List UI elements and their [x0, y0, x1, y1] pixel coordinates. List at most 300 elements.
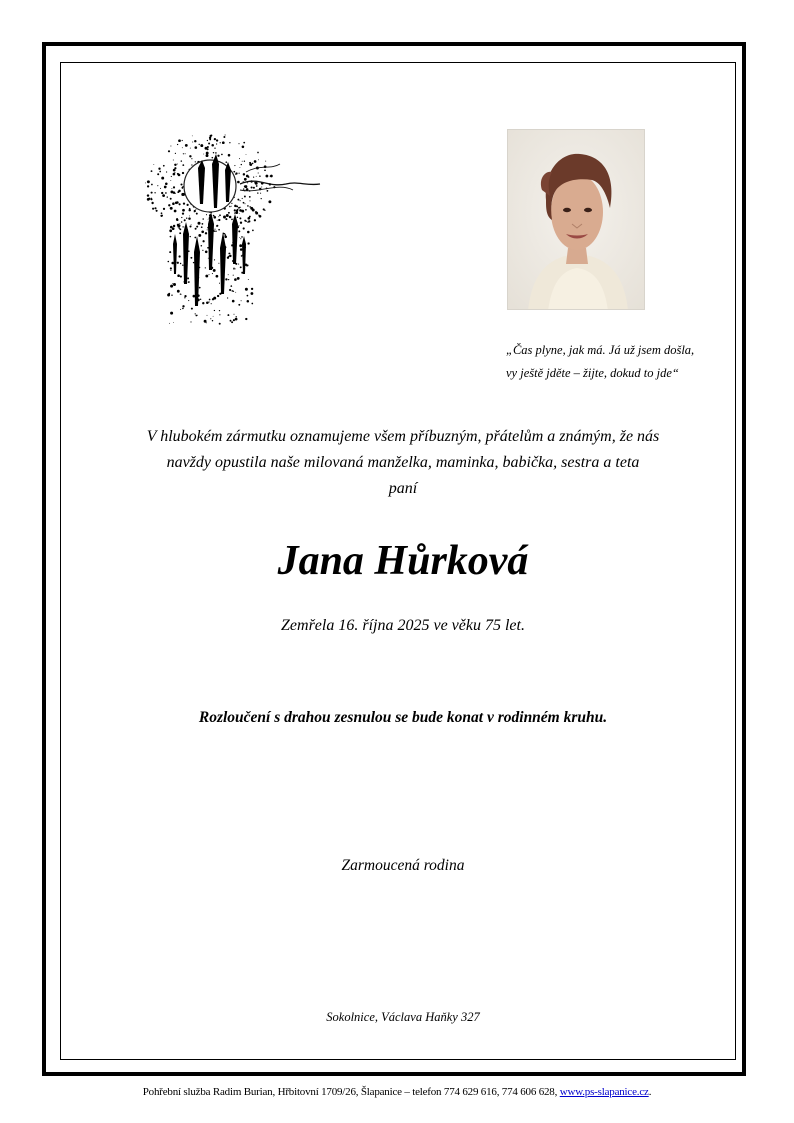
- ink-speck: [213, 269, 216, 272]
- ink-speck: [218, 229, 220, 231]
- ink-speck: [234, 278, 237, 281]
- ink-speck: [174, 210, 177, 213]
- ink-speck: [190, 148, 191, 149]
- ink-speck: [170, 270, 171, 271]
- ink-speck: [215, 230, 216, 231]
- ink-speck: [246, 266, 247, 267]
- ink-speck: [255, 182, 258, 185]
- ink-speck: [152, 208, 154, 210]
- ink-speck: [230, 285, 232, 287]
- ink-speck: [239, 207, 241, 209]
- ink-speck: [209, 274, 210, 275]
- ink-speck: [228, 253, 230, 255]
- ink-speck: [171, 294, 172, 295]
- ink-speck: [147, 194, 149, 196]
- ink-speck: [238, 304, 240, 306]
- ink-speck: [171, 188, 172, 189]
- ink-speck: [249, 196, 251, 198]
- ink-speck: [185, 144, 188, 147]
- ink-speck: [207, 229, 208, 230]
- ink-speck: [180, 293, 181, 294]
- ink-speck: [244, 161, 245, 162]
- ink-speck: [164, 186, 166, 188]
- ink-speck: [213, 152, 214, 153]
- ink-speck: [147, 180, 150, 183]
- footer-end: .: [648, 1086, 652, 1098]
- ink-speck: [237, 199, 239, 201]
- ink-speck: [218, 216, 219, 217]
- ink-speck: [206, 152, 209, 155]
- ink-speck: [177, 164, 178, 165]
- ink-speck: [196, 226, 198, 228]
- ink-speck: [233, 319, 235, 321]
- ink-speck: [237, 217, 238, 218]
- ink-speck: [145, 182, 146, 183]
- ink-speck: [217, 155, 219, 157]
- ink-speck: [207, 140, 208, 141]
- ink-speck: [244, 220, 246, 222]
- ink-speck: [240, 200, 241, 201]
- ink-speck: [247, 295, 249, 297]
- quote-line: vy ještě jděte – žijte, dokud to jde“: [506, 366, 679, 380]
- ink-speck: [246, 175, 249, 178]
- ink-speck: [187, 204, 189, 206]
- ink-speck: [229, 216, 232, 219]
- ink-speck: [226, 214, 229, 217]
- ink-speck: [234, 212, 235, 213]
- ink-speck: [208, 301, 209, 302]
- ink-speck: [241, 164, 242, 165]
- portrait-photo-graphic: [508, 130, 645, 310]
- ink-speck: [240, 222, 242, 224]
- ink-speck: [173, 169, 176, 172]
- ink-speck: [202, 223, 204, 225]
- quote-line: „Čas plyne, jak má. Já už jsem došla,: [506, 343, 695, 357]
- ink-speck: [213, 215, 215, 217]
- ink-speck: [256, 176, 257, 177]
- ink-speck: [182, 188, 183, 189]
- ink-speck: [158, 168, 160, 170]
- ink-speck: [249, 200, 250, 201]
- ink-speck: [253, 187, 255, 189]
- ink-speck: [256, 185, 258, 187]
- ink-speck: [202, 302, 204, 304]
- ink-speck: [192, 142, 193, 143]
- ink-speck: [243, 202, 245, 204]
- ink-speck: [182, 308, 184, 310]
- ink-speck: [198, 234, 201, 237]
- ink-speck: [222, 141, 225, 144]
- ink-speck: [182, 265, 183, 266]
- ink-speck: [259, 175, 261, 177]
- ink-speck: [187, 277, 189, 279]
- ink-speck: [200, 144, 203, 147]
- ink-speck: [234, 165, 235, 166]
- ink-speck: [247, 182, 248, 183]
- announcement-line: navždy opustila naše milovaná manželka, maminka, babička, sestra a teta: [166, 454, 640, 471]
- ink-speck: [243, 142, 245, 144]
- ink-speck: [245, 203, 246, 204]
- ink-speck: [190, 321, 191, 322]
- ink-speck: [177, 290, 180, 293]
- ink-speck: [180, 183, 182, 185]
- ink-speck: [197, 315, 198, 316]
- ink-speck: [247, 300, 250, 303]
- ink-speck: [224, 236, 227, 239]
- ink-speck: [151, 192, 153, 194]
- ink-speck: [249, 216, 251, 218]
- ink-speck: [199, 287, 201, 289]
- ink-speck: [234, 205, 237, 208]
- ink-speck: [173, 160, 174, 161]
- ink-speck: [229, 255, 232, 258]
- ink-speck: [223, 136, 225, 138]
- ink-speck: [183, 153, 184, 154]
- ink-speck: [199, 144, 200, 145]
- ink-speck: [218, 263, 219, 264]
- ink-speck: [195, 315, 197, 317]
- ink-speck: [219, 214, 221, 216]
- ink-speck: [170, 180, 171, 181]
- ink-speck: [173, 283, 176, 286]
- ink-speck: [231, 203, 232, 204]
- ink-speck: [267, 190, 268, 191]
- ink-speck: [184, 219, 186, 221]
- ink-speck: [240, 238, 241, 239]
- ink-speck: [179, 203, 181, 205]
- ink-speck: [248, 279, 249, 280]
- ink-speck: [207, 315, 208, 316]
- memorial-quote: [506, 339, 716, 385]
- ink-speck: [241, 300, 242, 301]
- ink-speck: [169, 251, 171, 253]
- ink-speck: [214, 229, 215, 230]
- ink-speck: [200, 299, 201, 300]
- ink-speck: [170, 285, 173, 288]
- ink-speck: [213, 316, 214, 317]
- ink-speck: [229, 142, 230, 143]
- ink-speck: [201, 245, 203, 247]
- ink-speck: [219, 314, 220, 315]
- ink-speck: [235, 292, 236, 293]
- ink-speck: [216, 143, 217, 144]
- ink-speck: [181, 160, 182, 161]
- ink-speck: [214, 259, 215, 260]
- ink-speck: [168, 204, 170, 206]
- ink-speck: [153, 164, 154, 165]
- ink-speck: [195, 161, 196, 162]
- ink-speck: [240, 207, 241, 208]
- ink-speck: [214, 217, 216, 219]
- ink-speck: [251, 288, 253, 290]
- ink-speck: [239, 213, 240, 214]
- ink-speck: [188, 300, 189, 301]
- ink-speck: [205, 275, 208, 278]
- ink-speck: [170, 198, 172, 200]
- ink-speck: [166, 171, 167, 172]
- ink-speck: [202, 218, 204, 220]
- ink-speck: [212, 273, 213, 274]
- ink-speck: [151, 202, 153, 204]
- ink-speck: [170, 312, 173, 315]
- ink-speck: [170, 190, 173, 193]
- deceased-name: Jana Hůrková: [277, 538, 529, 584]
- ink-speck: [244, 178, 247, 181]
- ink-speck: [260, 193, 261, 194]
- ink-speck: [217, 220, 218, 221]
- ink-speck: [171, 176, 172, 177]
- ink-speck: [151, 170, 153, 172]
- ink-speck: [148, 198, 150, 200]
- ink-speck: [270, 175, 271, 176]
- ink-speck: [208, 142, 210, 144]
- ink-speck: [224, 233, 225, 234]
- family-signature: Zarmoucená rodina: [341, 857, 465, 874]
- ink-speck: [231, 206, 232, 207]
- ink-speck: [261, 186, 262, 187]
- ink-speck: [186, 218, 187, 219]
- ink-speck: [169, 229, 172, 232]
- ink-speck: [194, 210, 196, 212]
- ink-speck: [195, 313, 196, 314]
- ink-speck: [228, 154, 231, 157]
- ink-speck: [182, 212, 184, 214]
- ink-speck: [177, 191, 179, 193]
- ink-speck: [192, 135, 193, 136]
- ink-speck: [169, 323, 170, 324]
- ink-speck: [212, 320, 213, 321]
- ink-speck: [237, 277, 240, 280]
- ink-speck: [232, 300, 235, 303]
- ink-speck: [163, 165, 165, 167]
- ink-speck: [195, 209, 196, 210]
- ink-speck: [228, 279, 229, 280]
- ink-speck: [170, 207, 173, 210]
- announcement-text: [90, 424, 716, 502]
- ink-speck: [170, 236, 172, 238]
- ink-speck: [237, 181, 240, 184]
- ink-speck: [172, 202, 175, 205]
- website-link[interactable]: www.ps-slapanice.cz: [559, 1086, 649, 1098]
- ink-speck: [174, 164, 176, 166]
- ink-speck: [233, 268, 235, 270]
- ink-speck: [151, 198, 152, 199]
- ink-speck: [265, 175, 268, 178]
- ink-speck: [182, 164, 184, 166]
- ink-speck: [268, 200, 271, 203]
- ink-speck: [208, 219, 209, 220]
- ink-speck: [219, 283, 220, 284]
- ink-speck: [184, 297, 185, 298]
- ink-speck: [242, 198, 243, 199]
- ink-speck: [182, 140, 183, 141]
- ink-speck: [181, 217, 182, 218]
- ink-speck: [191, 164, 192, 165]
- ink-speck: [182, 209, 185, 212]
- ink-speck: [241, 236, 243, 238]
- ink-speck: [258, 159, 259, 160]
- funeral-service-footer: [0, 1083, 794, 1101]
- ink-speck: [258, 172, 259, 173]
- ink-speck: [202, 250, 203, 251]
- ink-speck: [195, 228, 197, 230]
- ink-speck: [261, 198, 262, 199]
- ink-speck: [243, 227, 245, 229]
- ink-speck: [173, 322, 174, 323]
- ink-speck: [240, 266, 242, 268]
- ink-speck: [181, 221, 183, 223]
- ink-speck: [230, 320, 232, 322]
- ink-speck: [265, 161, 266, 162]
- ink-speck: [225, 134, 226, 135]
- ink-speck: [194, 140, 196, 142]
- ink-speck: [190, 236, 191, 237]
- ink-speck: [219, 310, 220, 311]
- ink-speck: [239, 237, 240, 238]
- ink-speck: [234, 209, 236, 211]
- ink-speck: [244, 185, 247, 188]
- ink-speck: [196, 213, 198, 215]
- ink-speck: [231, 321, 233, 323]
- ink-speck: [174, 193, 175, 194]
- ink-speck: [208, 258, 209, 259]
- ink-speck: [183, 202, 185, 204]
- family-address: Sokolnice, Václava Haňky 327: [326, 1010, 480, 1024]
- ink-speck: [224, 234, 226, 236]
- ink-speck: [173, 186, 175, 188]
- ink-speck: [195, 146, 198, 149]
- ink-speck: [167, 261, 169, 263]
- ink-speck: [249, 206, 250, 207]
- ink-speck: [250, 292, 253, 295]
- ink-speck: [189, 208, 191, 210]
- ink-speck: [205, 147, 208, 150]
- ink-speck: [188, 217, 191, 220]
- ink-speck: [160, 215, 162, 217]
- ink-speck: [243, 188, 244, 189]
- ink-speck: [225, 278, 227, 280]
- ink-speck: [178, 227, 180, 229]
- ink-speck: [182, 147, 183, 148]
- ink-speck: [162, 194, 165, 197]
- ink-speck: [235, 268, 236, 269]
- ink-speck: [206, 214, 207, 215]
- ink-speck: [205, 267, 206, 268]
- ink-speck: [257, 192, 258, 193]
- ink-speck: [160, 188, 161, 189]
- ink-speck: [239, 209, 242, 212]
- ink-speck: [172, 283, 173, 284]
- ink-speck: [170, 226, 173, 229]
- ink-speck: [239, 173, 240, 174]
- ink-speck: [191, 308, 193, 310]
- ink-speck: [238, 225, 239, 226]
- ink-speck: [177, 224, 180, 227]
- farewell-notice: Rozloučení s drahou zesnulou se bude konat v rodinném kruhu.: [198, 709, 608, 726]
- ink-speck: [227, 297, 228, 298]
- ink-speck: [239, 167, 240, 168]
- ink-speck: [210, 318, 211, 319]
- ink-speck: [238, 264, 239, 265]
- ink-speck: [210, 135, 212, 137]
- ink-speck: [225, 218, 227, 220]
- ink-speck: [238, 143, 239, 144]
- ink-speck: [240, 248, 243, 251]
- ink-speck: [223, 216, 226, 219]
- ink-speck: [180, 276, 182, 278]
- ink-speck: [175, 202, 178, 205]
- ink-speck: [216, 275, 219, 278]
- ink-speck: [165, 192, 167, 194]
- ink-speck: [227, 314, 229, 316]
- ink-speck: [257, 152, 259, 154]
- ink-speck: [239, 244, 242, 247]
- candle-moon-emblem-icon: [128, 124, 328, 352]
- ink-speck: [202, 240, 204, 242]
- ink-speck: [157, 173, 159, 175]
- ink-speck: [264, 169, 266, 171]
- announcement-line: V hlubokém zármutku oznamujeme všem příbuzným, přátelům a známým, že nás: [146, 428, 660, 445]
- ink-speck: [234, 314, 235, 315]
- ink-speck: [174, 172, 175, 173]
- ink-speck: [255, 212, 258, 215]
- ink-speck: [179, 223, 180, 224]
- death-notice: Zemřela 16. října 2025 ve věku 75 let.: [281, 617, 525, 634]
- ink-speck: [182, 172, 184, 174]
- ink-speck: [206, 154, 209, 157]
- ink-speck: [177, 144, 178, 145]
- ink-speck: [177, 274, 180, 277]
- ink-speck: [220, 142, 221, 143]
- ink-speck: [175, 153, 176, 154]
- ink-speck: [264, 210, 265, 211]
- ink-speck: [214, 138, 216, 140]
- ink-speck: [161, 192, 163, 194]
- ink-speck: [242, 161, 243, 162]
- ink-speck: [201, 230, 204, 233]
- ink-speck: [190, 257, 192, 259]
- portrait-photo: [507, 129, 645, 310]
- ink-speck: [233, 275, 234, 276]
- ink-speck: [214, 148, 215, 149]
- ink-speck: [231, 219, 233, 221]
- ink-speck: [212, 157, 214, 159]
- ink-speck: [238, 230, 240, 232]
- ink-speck: [228, 212, 230, 214]
- ink-speck: [229, 206, 231, 208]
- ink-speck: [170, 267, 172, 269]
- ink-speck: [218, 219, 220, 221]
- ink-speck: [205, 232, 207, 234]
- ink-speck: [163, 208, 165, 210]
- ink-speck: [250, 207, 253, 210]
- ink-speck: [247, 205, 249, 207]
- ink-speck: [228, 274, 229, 275]
- ink-speck: [206, 302, 209, 305]
- ink-speck: [226, 161, 228, 163]
- ink-speck: [241, 255, 243, 257]
- ink-speck: [235, 318, 238, 321]
- ink-speck: [217, 295, 219, 297]
- ink-speck: [236, 210, 238, 212]
- ink-speck: [165, 183, 168, 186]
- ink-speck: [154, 207, 156, 209]
- ink-speck: [239, 217, 241, 219]
- ink-speck: [157, 185, 158, 186]
- ink-speck: [259, 215, 262, 218]
- ink-speck: [233, 171, 235, 173]
- ink-speck: [189, 215, 190, 216]
